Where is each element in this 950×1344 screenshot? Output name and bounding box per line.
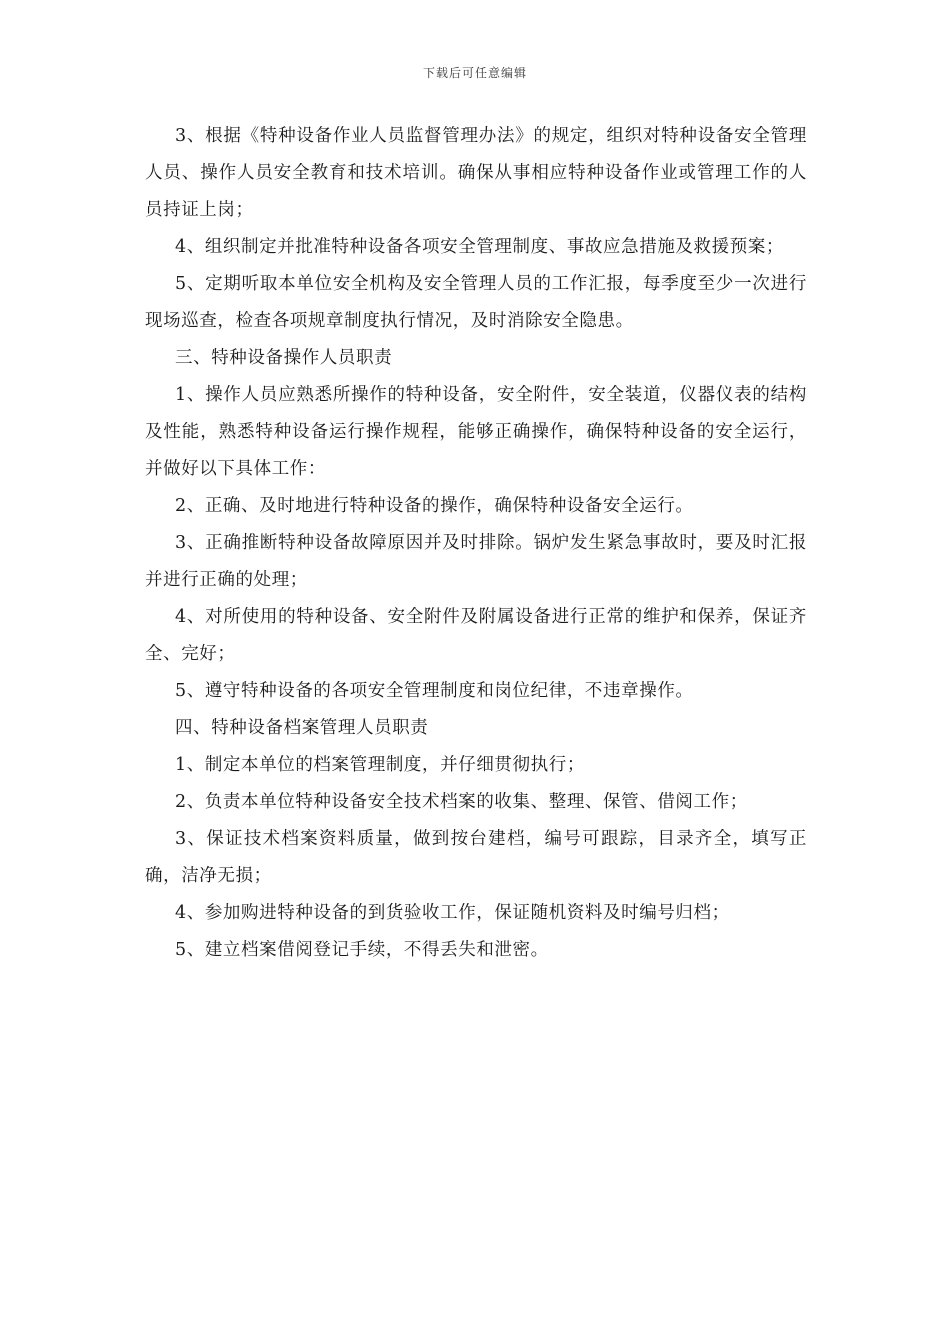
paragraph-archive-3: 3、保证技术档案资料质量，做到按台建档，编号可跟踪，目录齐全，填写正确，洁净无损； — [145, 829, 807, 886]
paragraph-archive-4: 4、参加购进特种设备的到货验收工作，保证随机资料及时编号归档； — [175, 903, 730, 923]
paragraph-operator-2: 2、正确、及时地进行特种设备的操作，确保特种设备安全运行。 — [175, 496, 694, 516]
paragraph-item-4-regulations: 4、组织制定并批准特种设备各项安全管理制度、事故应急措施及救援预案； — [175, 237, 785, 257]
paragraph-operator-3: 3、正确推断特种设备故障原因并及时排除。锅炉发生紧急事故时，要及时汇报并进行正确的处理； — [145, 533, 807, 590]
paragraph-archive-5: 5、建立档案借阅登记手续，不得丢失和泄密。 — [175, 940, 549, 960]
paragraph-operator-5: 5、遵守特种设备的各项安全管理制度和岗位纪律，不违章操作。 — [175, 681, 694, 701]
section-heading-operator-duties: 三、特种设备操作人员职责 — [175, 348, 393, 368]
paragraph-operator-4: 4、对所使用的特种设备、安全附件及附属设备进行正常的维护和保养，保证齐全、完好； — [145, 607, 807, 664]
paragraph-item-5-inspection: 5、定期听取本单位安全机构及安全管理人员的工作汇报，每季度至少一次进行现场巡查，检查各项规章制度执行情况，及时消除安全隐患。 — [145, 274, 807, 331]
header-note: 下载后可任意编辑 — [422, 66, 527, 80]
paragraph-operator-1: 1、操作人员应熟悉所操作的特种设备，安全附件，安全装道，仪器仪表的结构及性能，熟悉特种设备运行操作规程，能够正确操作，确保特种设备的安全运行，并做好以下具体工作： — [145, 385, 807, 479]
paragraph-archive-2: 2、负责本单位特种设备安全技术档案的收集、整理、保管、借阅工作； — [175, 792, 748, 812]
paragraph-archive-1: 1、制定本单位的档案管理制度，并仔细贯彻执行； — [175, 755, 585, 775]
document-body — [145, 118, 807, 969]
paragraph-item-3-training: 3、根据《特种设备作业人员监督管理办法》的规定，组织对特种设备安全管理人员、操作人员安全教育和技术培训。确保从事相应特种设备作业或管理工作的人员持证上岗； — [145, 126, 807, 220]
section-heading-archive-duties: 四、特种设备档案管理人员职责 — [175, 718, 429, 738]
